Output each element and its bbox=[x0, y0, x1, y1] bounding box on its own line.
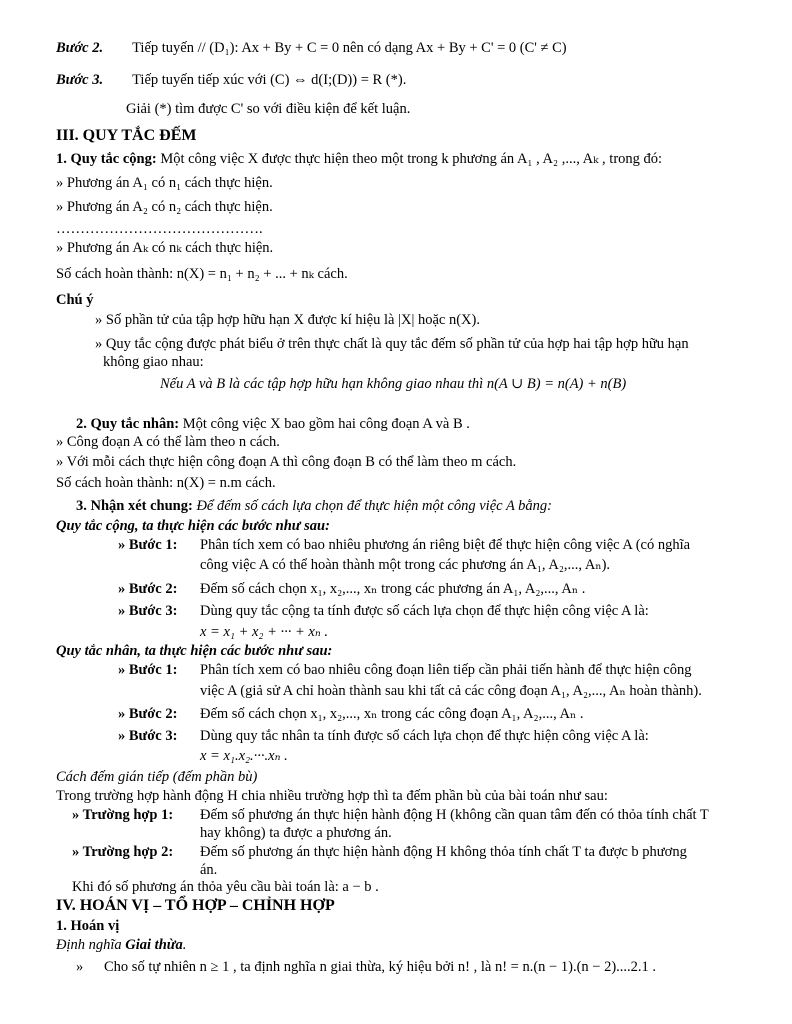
addition-rule-line bbox=[56, 149, 662, 169]
addition-rule-text: Một công việc X được thực hiện theo một trong k phương án A₁ , A₂ ,..., Aₖ , trong đó: bbox=[156, 151, 663, 167]
step-text: Đếm số cách chọn x₁, x₂,..., xₙ trong các phương án A₁, A₂,..., Aₙ . bbox=[200, 581, 586, 597]
section-heading-permutations: IV. HOÁN VỊ – TỔ HỢP – CHỈNH HỢP bbox=[56, 897, 335, 914]
multiplication-rule-heading: 2. Quy tắc nhân: bbox=[76, 416, 180, 432]
addition-rule-heading: 1. Quy tắc cộng: bbox=[56, 151, 157, 167]
step-text: Đếm số cách chọn x₁, x₂,..., xₙ trong các công đoạn A₁, A₂,..., Aₙ . bbox=[200, 706, 584, 722]
factorial-definition-text: Cho số tự nhiên n ≥ 1 , ta định nghĩa n giai thừa, ký hiệu bởi n! , là n! = n.(n − 1).(n − 2)....2.1 . bbox=[104, 959, 657, 975]
step-text: Tiếp tuyến tiếp xúc với (C) ⇔ d(I;(D)) = R (*). bbox=[132, 72, 407, 88]
step-row bbox=[118, 579, 585, 599]
step-label: » Bước 1: bbox=[118, 537, 178, 553]
definition-line bbox=[56, 935, 186, 955]
step-row bbox=[118, 726, 649, 746]
factorial-definition-row bbox=[76, 957, 656, 977]
indirect-counting-heading: Cách đếm gián tiếp (đếm phần bù) bbox=[56, 769, 258, 785]
section-heading-counting-rules: III. QUY TẮC ĐẾM bbox=[56, 127, 197, 144]
note-item: » Quy tắc cộng được phát biểu ở trên thực chất là quy tắc đếm số phần tử của hợp hai tập hợp hữu hạn bbox=[95, 336, 689, 352]
step-text: Phân tích xem có bao nhiêu công đoạn liên tiếp cần phải tiến hành để thực hiện công bbox=[200, 662, 692, 678]
case-row bbox=[72, 842, 687, 862]
step-row bbox=[118, 601, 649, 621]
case-label: » Trường hợp 2: bbox=[72, 844, 174, 860]
step-text: Dùng quy tắc nhân ta tính được số cách lựa chọn để thực hiện công việc A là: bbox=[200, 728, 649, 744]
step-label: » Bước 3: bbox=[118, 603, 178, 619]
case-text: Đếm số phương án thực hiện hành động H (không cần quan tâm đến có thỏa tính chất T bbox=[200, 807, 709, 823]
general-remark-line bbox=[76, 496, 552, 516]
step-3-line bbox=[56, 70, 406, 90]
general-remark-text: Để đếm số cách lựa chọn để thực hiện một công việc A bằng: bbox=[192, 498, 552, 514]
step-row bbox=[118, 535, 690, 555]
case-label: » Trường hợp 1: bbox=[72, 807, 174, 823]
step-label: Bước 3. bbox=[56, 72, 104, 88]
indirect-counting-intro: Trong trường hợp hành động H chia nhiều trường hợp thì ta đếm phần bù của bài toán như sau: bbox=[56, 788, 608, 804]
step-label: » Bước 2: bbox=[118, 581, 178, 597]
step-2-line bbox=[56, 38, 567, 58]
total-ways-line: Số cách hoàn thành: n(X) = n.m cách. bbox=[56, 475, 276, 491]
step-text: Dùng quy tắc cộng ta tính được số cách lựa chọn để thực hiện công việc A là: bbox=[200, 603, 649, 619]
multiplication-rule-text: Một công việc X bao gồm hai công đoạn A và B . bbox=[179, 416, 470, 432]
case-text-continuation: án. bbox=[200, 862, 218, 878]
conclusion-line: Khi đó số phương án thỏa yêu cầu bài toán là: a − b . bbox=[72, 879, 379, 895]
definition-prefix: Định nghĩa bbox=[56, 937, 126, 953]
general-remark-heading: 3. Nhận xét chung: bbox=[76, 498, 193, 514]
list-item: » Với mỗi cách thực hiện công đoạn A thì công đoạn B có thể làm theo m cách. bbox=[56, 454, 517, 470]
bullet: » bbox=[76, 959, 84, 975]
note-heading: Chú ý bbox=[56, 292, 94, 308]
list-item: » Công đoạn A có thể làm theo n cách. bbox=[56, 434, 280, 450]
note-item-continuation: không giao nhau: bbox=[103, 354, 204, 370]
case-text-continuation: hay không) ta được a phương án. bbox=[200, 825, 392, 841]
step-text: Tiếp tuyến // (D₁): Ax + By + C = 0 nên có dạng Ax + By + C' = 0 (C' ≠ C) bbox=[132, 40, 567, 56]
step-label: » Bước 3: bbox=[118, 728, 178, 744]
product-formula: x = x₁.x₂.···.xₙ . bbox=[200, 748, 288, 764]
step-row bbox=[118, 660, 691, 680]
factorial-term: Giai thừa bbox=[125, 937, 183, 953]
definition-suffix: . bbox=[182, 937, 187, 953]
union-formula: Nếu A và B là các tập hợp hữu hạn không giao nhau thì n(A ∪ B) = n(A) + n(B) bbox=[160, 376, 627, 392]
addition-steps-heading: Quy tắc cộng, ta thực hiện các bước như sau: bbox=[56, 518, 330, 534]
step-row bbox=[118, 704, 584, 724]
step-label: » Bước 1: bbox=[118, 662, 178, 678]
step-label: Bước 2. bbox=[56, 40, 104, 56]
solve-line: Giải (*) tìm được C' so với điều kiện để kết luận. bbox=[126, 101, 411, 117]
case-row bbox=[72, 805, 709, 825]
dotted-separator: ……………………………………. bbox=[56, 221, 263, 237]
list-item: » Phương án A₁ có n₁ cách thực hiện. bbox=[56, 175, 273, 191]
list-item: » Phương án Aₖ có nₖ cách thực hiện. bbox=[56, 240, 274, 256]
total-ways-line: Số cách hoàn thành: n(X) = n₁ + n₂ + ... + nₖ cách. bbox=[56, 266, 348, 282]
step-label: » Bước 2: bbox=[118, 706, 178, 722]
step-text-continuation: công việc A có thể hoàn thành một trong các phương án A₁, A₂,..., Aₙ). bbox=[200, 557, 611, 573]
step-text-continuation: việc A (giả sử A chỉ hoàn thành sau khi tất cả các công đoạn A₁, A₂,..., Aₙ hoàn thành). bbox=[200, 683, 702, 699]
list-item: » Phương án A₂ có n₂ cách thực hiện. bbox=[56, 199, 273, 215]
step-text: Phân tích xem có bao nhiêu phương án riêng biệt để thực hiện công việc A (có nghĩa bbox=[200, 537, 691, 553]
sum-formula: x = x₁ + x₂ + ··· + xₙ . bbox=[200, 624, 328, 640]
multiplication-rule-line bbox=[76, 414, 470, 434]
multiplication-steps-heading: Quy tắc nhân, ta thực hiện các bước như sau: bbox=[56, 643, 333, 659]
subsection-heading-permutation: 1. Hoán vị bbox=[56, 918, 120, 934]
case-text: Đếm số phương án thực hiện hành động H không thỏa tính chất T ta được b phương bbox=[200, 844, 687, 860]
note-item: » Số phần tử của tập hợp hữu hạn X được kí hiệu là |X| hoặc n(X). bbox=[95, 312, 480, 328]
